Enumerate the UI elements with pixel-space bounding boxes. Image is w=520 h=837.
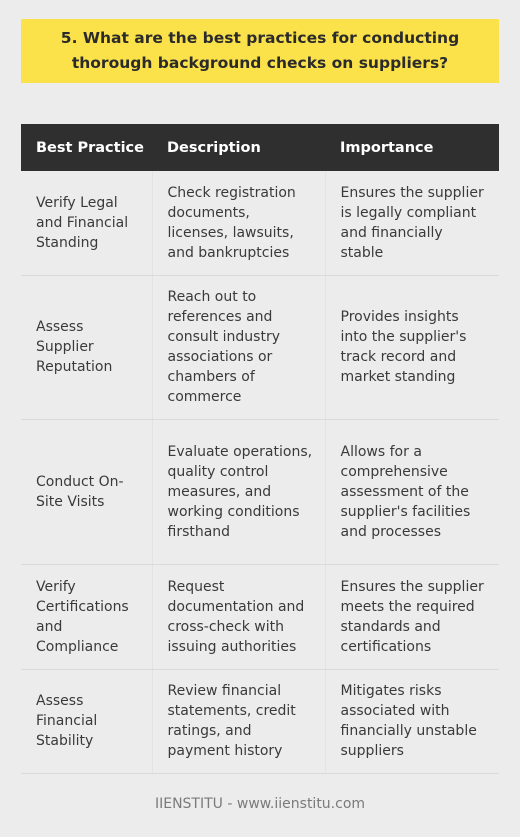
page-title: 5. What are the best practices for conducting thorough background checks on suppliers? [60,29,460,72]
practice-cell: Assess Financial Stability [21,669,152,773]
title-banner [21,19,499,83]
footer-credit: IIENSTITU - www.iienstitu.com [154,796,366,812]
practice-cell: Assess Supplier Reputation [21,275,152,419]
importance-cell: Allows for a comprehensive assessment of the supplier's facilities and processes [325,419,499,564]
importance-cell: Ensures the supplier meets the required standards and certifications [325,564,499,669]
header-description: Description [152,124,325,171]
importance-cell: Provides insights into the supplier's track record and market standing [325,275,499,419]
practice-cell: Conduct On-Site Visits [21,419,152,564]
table-row [21,669,499,773]
header-best-practice: Best Practice [21,124,152,171]
practice-cell: Verify Legal and Financial Standing [21,171,152,275]
importance-cell: Mitigates risks associated with financially unstable suppliers [325,669,499,773]
table-row [21,419,499,564]
description-cell: Evaluate operations, quality control measures, and working conditions firsthand [152,419,325,564]
practice-cell: Verify Certifications and Compliance [21,564,152,669]
table-row [21,171,499,275]
table-row [21,275,499,419]
importance-cell: Ensures the supplier is legally compliant and financially stable [325,171,499,275]
description-cell: Review financial statements, credit ratings, and payment history [152,669,325,773]
description-cell: Reach out to references and consult industry associations or chambers of commerce [152,275,325,419]
best-practices-table [21,124,499,774]
description-cell: Request documentation and cross-check with issuing authorities [152,564,325,669]
header-importance: Importance [325,124,499,171]
table-row [21,564,499,669]
table-header-row [21,124,499,171]
description-cell: Check registration documents, licenses, lawsuits, and bankruptcies [152,171,325,275]
